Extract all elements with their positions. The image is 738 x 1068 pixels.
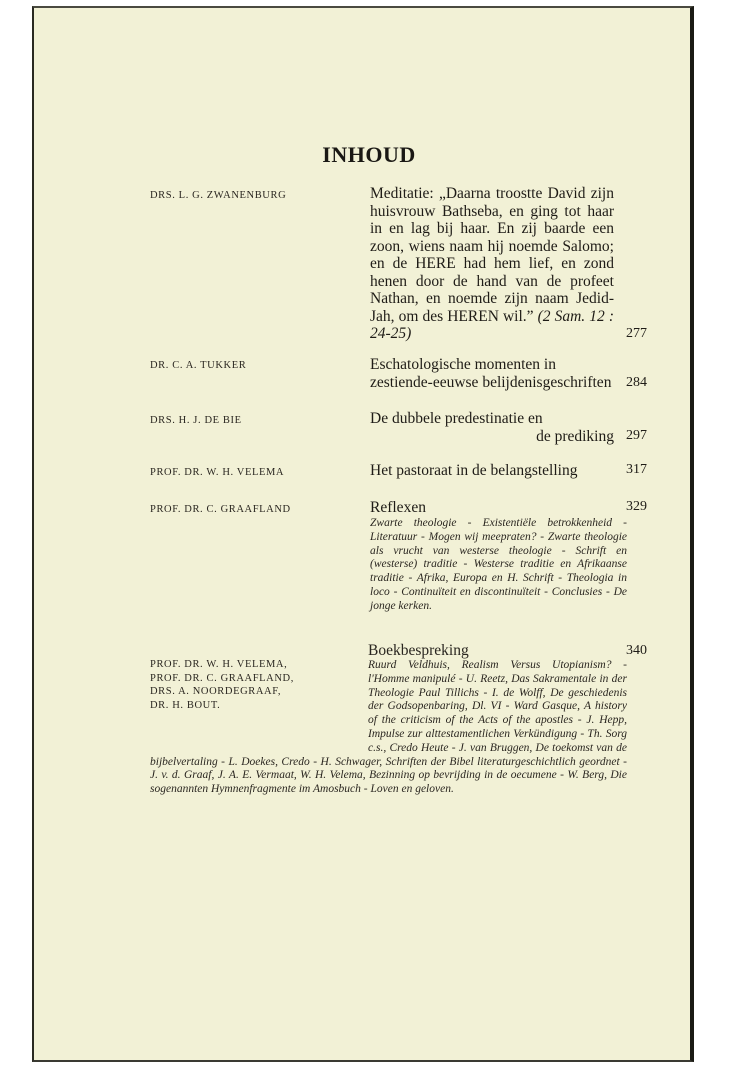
entry-title-line: De dubbele predestinatie en bbox=[370, 410, 543, 427]
entry-title: Boekbespreking bbox=[368, 642, 469, 659]
review-author: PROF. DR. C. GRAAFLAND, bbox=[150, 672, 294, 684]
entry-page-number: 329 bbox=[626, 499, 647, 514]
entry-title bbox=[370, 410, 614, 445]
entry-title-line: Eschatologische momenten in bbox=[370, 356, 556, 373]
entry-author: PROF. DR. C. GRAAFLAND bbox=[150, 504, 291, 515]
review-author: PROF. DR. W. H. VELEMA, bbox=[150, 659, 288, 670]
entry-title: Het pastoraat in de belangstelling bbox=[370, 462, 578, 479]
entry-page-number: 340 bbox=[626, 643, 647, 658]
entry-author: DRS. H. J. DE BIE bbox=[150, 415, 242, 426]
entry-page-number: 317 bbox=[626, 462, 647, 477]
entry-title bbox=[370, 185, 614, 343]
entry-title-line: de prediking bbox=[536, 427, 614, 445]
entry-author: DRS. L. G. ZWANENBURG bbox=[150, 190, 287, 201]
entry-page-number: 277 bbox=[626, 326, 647, 341]
entry-author: DR. C. A. TUKKER bbox=[150, 360, 247, 371]
book-review-entry bbox=[150, 642, 627, 797]
entry-subtitle: Ruurd Veldhuis, Realism Versus Utopianism? - l'Homme manipulé - U. Reetz, Das Sakramentale in der Theologie Paul Tillichs - I. de Wolff, De geschiedenis der Godsopenbaring, Dl. VI - Ward Gasque, A history of the criticism of the Acts of the apostles - J. Hepp, Impulse zur alttestamentlichen Verkündigung - Th. Sorg c.s., Credo Heute - J. van Bruggen, De toekomst van de bijbelvertaling - L. Doekes, Credo - H. Schwager, Schriften der Bibel literaturgeschichtlich geordnet - J. v. d. Graaf, J. A. E. Vermaat, W. H. Velema, Bezinning op bevrijding in de oecumene - W. Berg, Die sogenannten Hymnenfragmente im Amosbuch - Loven en geloven. bbox=[150, 659, 627, 796]
entry-title-line: zestiende-eeuwse belijdenisgeschriften bbox=[370, 373, 612, 391]
review-authors bbox=[150, 658, 368, 748]
entry-title: Reflexen bbox=[370, 499, 426, 516]
page-title: INHOUD bbox=[322, 142, 416, 167]
entry-title-text: Meditatie: „Daarna troostte David zijn huisvrouw Bathseba, en ging tot haar in en lag bij haar. En zij baarde een zoon, wiens naam hij noemde Salomo; en de HERE had hem lief, en zond henen door de hand van de profeet Nathan, en noemde zijn naam Jedid-Jah, om des HEREN wil.” bbox=[370, 185, 614, 325]
review-author: DRS. A. NOORDEGRAAF, bbox=[150, 686, 282, 697]
entry-subtitle: Zwarte theologie - Existentiële betrokkenheid - Literatuur - Mogen wij meepraten? - Zwarte theologie als vrucht van westerse theologie - Schrift en (westerse) traditie - Westerse traditie en Afrikaanse traditie - Afrika, Europa en H. Schrift - Theologia in loco - Continuïteit en discontinuïteit - Conclusies - De jonge kerken. bbox=[370, 517, 627, 612]
entry-page-number: 297 bbox=[626, 428, 647, 443]
entry-reference: (2 Sam. 12 : 24-25) bbox=[370, 307, 614, 342]
entry-title bbox=[370, 356, 626, 391]
entry-page-number: 284 bbox=[626, 375, 647, 390]
review-author: DR. H. BOUT. bbox=[150, 699, 221, 711]
entry-author: PROF. DR. W. H. VELEMA bbox=[150, 467, 285, 478]
